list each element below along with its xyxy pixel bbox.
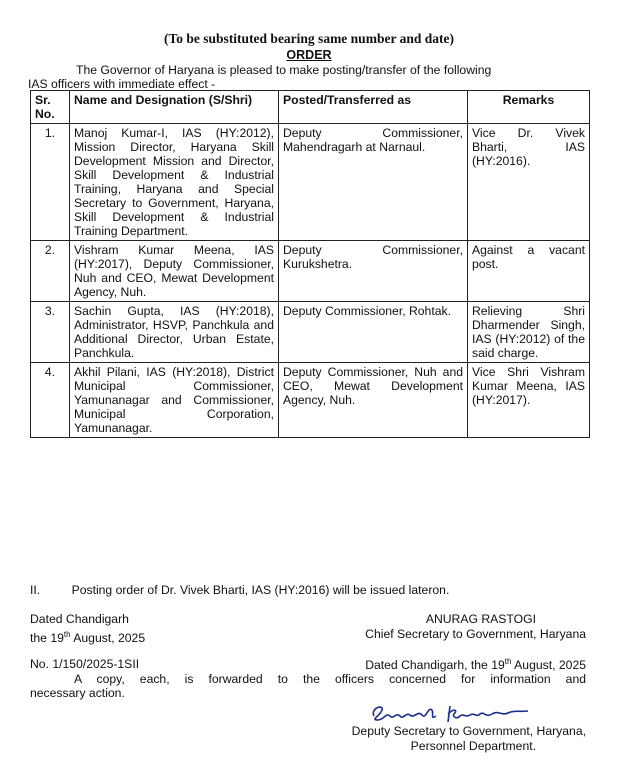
intro-line-2: IAS officers with immediate effect - [28,77,216,91]
table-header-row [31,91,590,124]
table-row [31,124,590,241]
cell-posted: Deputy Commissioner, Rohtak. [279,302,468,363]
cell-sr: 1. [31,124,70,241]
intro-paragraph [28,63,588,91]
header-remarks: Remarks [468,91,590,124]
cell-name: Akhil Pilani, IAS (HY:2018), District Municipal Commissioner, Yamunanagar and Commissioner, Municipal Corporation, Yamunanagar. [70,363,279,438]
header-name-designation: Name and Designation (S/Shri) [70,91,279,124]
document-subtitle: (To be substituted bearing same number and date) [164,31,454,46]
deputy-secretary-block [352,724,586,754]
cell-remarks: Relieving Shri Dharmender Singh, IAS (HY:2012) of the said charge. [468,302,590,363]
deputy-line-1: Deputy Secretary to Government, Haryana, [351,724,586,738]
cell-sr: 2. [31,241,70,302]
cell-name: Manoj Kumar-I, IAS (HY:2012), Mission Director, Haryana Skill Development Mission and Director, Skill Development & Industrial Training, Haryana and Special Secretary to Government, Haryana, Skill Development & Industrial Training Department. [70,124,279,241]
copy-forward-text [30,672,586,700]
dated-date: the 19th August, 2025 [30,630,146,646]
cell-name: Vishram Kumar Meena, IAS (HY:2017), Deputy Commissioner, Nuh and CEO, Mewat Development Agency, Nuh. [70,241,279,302]
cell-sr: 4. [31,363,70,438]
cell-posted: Deputy Commissioner, Mahendragarh at Narnaul. [279,124,468,241]
cell-remarks: Vice Dr. Vivek Bharti, IAS (HY:2016). [468,124,590,241]
cell-sr: 3. [31,302,70,363]
cell-posted: Deputy Commissioner, Kurukshetra. [279,241,468,302]
cell-remarks: Vice Shri Vishram Kumar Meena, IAS (HY:2017). [468,363,590,438]
copy-line-1: A copy, each, is forwarded to the officers concerned for information and [74,672,586,686]
posting-table [30,90,590,438]
para-ii-text: Posting order of Dr. Vivek Bharti, IAS (HY:2016) will be issued lateron. [71,583,450,597]
table-row [31,302,590,363]
copy-line-2: necessary action. [30,686,125,700]
header-sr-no: Sr. No. [31,91,70,124]
header-posted-as: Posted/Transferred as [279,91,468,124]
dated-place: Dated Chandigarh [30,612,129,626]
table-row [31,363,590,438]
dated-block [30,612,145,646]
endorsement-date: Dated Chandigarh, the 19th August, 2025 [365,657,586,673]
deputy-line-2: Personnel Department. [410,739,536,753]
table-row [31,241,590,302]
intro-line-1: The Governor of Haryana is pleased to make posting/transfer of the following [76,63,492,77]
endorsement-number: No. 1/150/2025-1SII [30,657,140,671]
signatory-title: Chief Secretary to Government, Haryana [365,627,586,641]
cell-remarks: Against a vacant post. [468,241,590,302]
cell-name: Sachin Gupta, IAS (HY:2018), Administrator, HSVP, Panchkula and Additional Director, Urban Estate, Panchkula. [70,302,279,363]
signatory-block [365,612,586,642]
cell-posted: Deputy Commissioner, Nuh and CEO, Mewat Development Agency, Nuh. [279,363,468,438]
para-ii [30,583,449,597]
order-title: ORDER [286,48,332,62]
para-ii-number: II. [30,583,41,597]
signatory-name: ANURAG RASTOGI [425,612,536,626]
